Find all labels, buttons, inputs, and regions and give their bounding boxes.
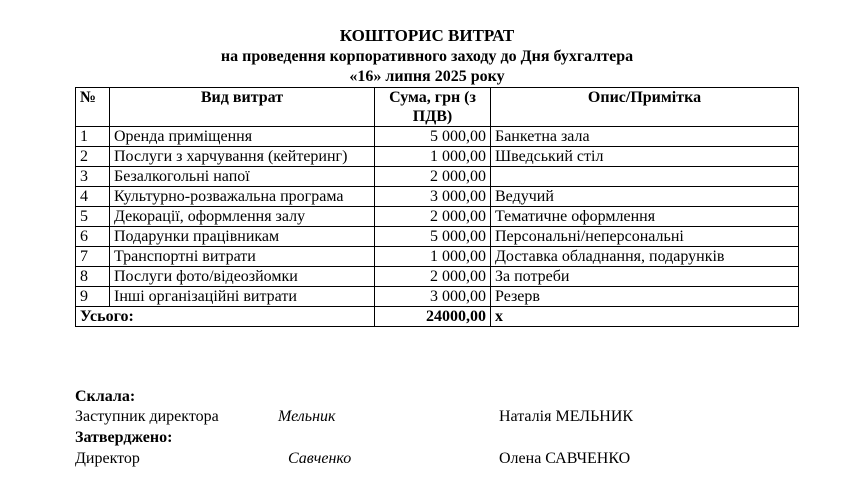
table-row: [76, 267, 799, 287]
row-number: 1: [76, 127, 110, 147]
row-number: 7: [76, 247, 110, 267]
total-row: [76, 307, 799, 327]
composer-position: Заступник директора: [75, 408, 219, 425]
row-expense-type: Безалкогольні напої: [110, 167, 375, 187]
row-note: Ведучий: [491, 187, 799, 207]
row-amount: 2 000,00: [375, 167, 491, 187]
composer-signature: Мельник: [278, 408, 336, 425]
row-number: 8: [76, 267, 110, 287]
budget-table: [75, 87, 799, 327]
header-number: №: [76, 88, 110, 127]
table-row: [76, 247, 799, 267]
row-number: 2: [76, 147, 110, 167]
row-number: 6: [76, 227, 110, 247]
approver-position: Директор: [75, 450, 140, 467]
row-note: Персональні/неперсональні: [491, 227, 799, 247]
row-number: 9: [76, 287, 110, 307]
row-note: Тематичне оформлення: [491, 207, 799, 227]
row-number: 3: [76, 167, 110, 187]
table-row: [76, 167, 799, 187]
row-amount: 2 000,00: [375, 207, 491, 227]
row-expense-type: Оренда приміщення: [110, 127, 375, 147]
row-expense-type: Інші організаційні витрати: [110, 287, 375, 307]
approver-name: Олена САВЧЕНКО: [499, 450, 631, 467]
row-amount: 1 000,00: [375, 147, 491, 167]
row-number: 5: [76, 207, 110, 227]
row-amount: 3 000,00: [375, 187, 491, 207]
table-header-row: [76, 88, 799, 127]
row-note: Банкетна зала: [491, 127, 799, 147]
row-note: Доставка обладнання, подарунків: [491, 247, 799, 267]
total-amount: 24000,00: [375, 307, 491, 327]
composed-label: Склала:: [75, 388, 136, 405]
row-amount: 5 000,00: [375, 227, 491, 247]
table-row: [76, 147, 799, 167]
row-note: Резерв: [491, 287, 799, 307]
row-number: 4: [76, 187, 110, 207]
document-date: «16» липня 2025 року: [349, 68, 505, 85]
composer-name: Наталія МЕЛЬНИК: [499, 408, 634, 425]
header-amount: Сума, грн (з ПДВ): [375, 88, 491, 127]
approved-label: Затверджено:: [75, 429, 173, 446]
row-note: Шведський стіл: [491, 147, 799, 167]
row-amount: 3 000,00: [375, 287, 491, 307]
table-row: [76, 127, 799, 147]
header-expense-type: Вид витрат: [110, 88, 375, 127]
total-label: Усього:: [76, 307, 375, 327]
document-subtitle: на проведення корпоративного заходу до Дня бухгалтера: [220, 48, 634, 65]
table-row: [76, 187, 799, 207]
row-amount: 5 000,00: [375, 127, 491, 147]
row-expense-type: Послуги з харчування (кейтеринг): [110, 147, 375, 167]
row-expense-type: Культурно-розважальна програма: [110, 187, 375, 207]
table-row: [76, 227, 799, 247]
row-expense-type: Подарунки працівникам: [110, 227, 375, 247]
row-amount: 2 000,00: [375, 267, 491, 287]
total-note: x: [491, 307, 799, 327]
document-title: КОШТОРИС ВИТРАТ: [339, 26, 515, 45]
header-note: Опис/Примітка: [491, 88, 799, 127]
table-row: [76, 207, 799, 227]
row-expense-type: Декорації, оформлення залу: [110, 207, 375, 227]
table-row: [76, 287, 799, 307]
row-expense-type: Послуги фото/відеозйомки: [110, 267, 375, 287]
approver-signature: Савченко: [288, 450, 352, 467]
row-amount: 1 000,00: [375, 247, 491, 267]
row-expense-type: Транспортні витрати: [110, 247, 375, 267]
row-note: За потреби: [491, 267, 799, 287]
row-note: [491, 167, 799, 187]
